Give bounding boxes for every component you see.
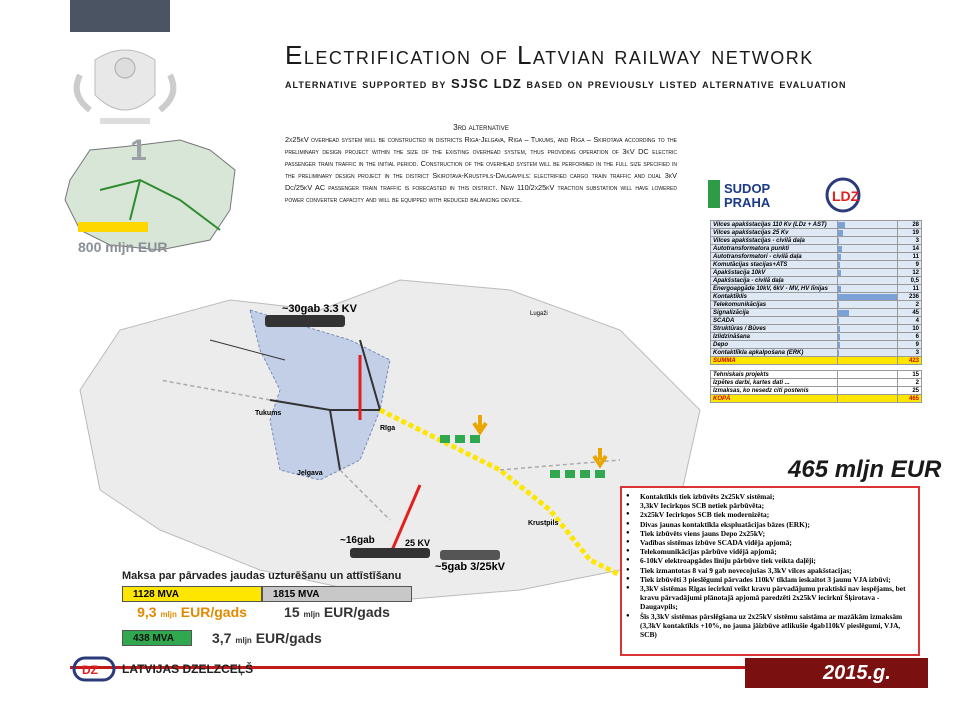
city-lugazi: Lugaži xyxy=(530,311,548,317)
city-jelgava: Jelgava xyxy=(297,470,323,477)
cost-row-value: 3 xyxy=(898,237,922,245)
cost-row-bar xyxy=(838,309,898,317)
footer-company xyxy=(72,662,253,676)
eur-1 xyxy=(122,604,262,620)
cost-row-bar xyxy=(838,221,898,229)
cost-row-label: Energoapgāde 10kV, 6kV - MV, HV līnijas xyxy=(711,285,838,293)
ldz-logo-icon xyxy=(72,656,116,682)
train-icon-1 xyxy=(265,315,345,327)
cost-row xyxy=(711,253,922,261)
minimap-number: 1 xyxy=(130,134,147,167)
cost-row-value: 11 xyxy=(898,285,922,293)
svg-text:PRAHA: PRAHA xyxy=(724,195,771,210)
cost-row-label: Kontaktīklis xyxy=(711,293,838,301)
notes-box xyxy=(620,486,920,656)
cost-summa-row xyxy=(711,357,922,365)
eur-2 xyxy=(262,604,412,620)
cost-row-label: Vilces apakšstacijas 110 Kv (LDz + AST) xyxy=(711,221,838,229)
cost-extra-row-label: Tehniskais projekts xyxy=(711,371,838,379)
cost-row xyxy=(711,221,922,229)
subtitle-post: based on previously listed alternative evaluation xyxy=(521,76,847,91)
note-item: ● Vadības sistēmas izbūve SCADA vidēja apjomā; xyxy=(640,538,912,547)
cost-row-label: Apakšstacija - civilā daļa xyxy=(711,277,838,285)
cost-row xyxy=(711,261,922,269)
train-icon-2 xyxy=(350,548,430,558)
note-item: ● 2x25kV Iecirkņos SCB tiek modernizēta; xyxy=(640,510,912,519)
maintenance-block xyxy=(122,586,432,646)
cost-row-value: 45 xyxy=(898,309,922,317)
cost-row-label: Struktūras / Būves xyxy=(711,325,838,333)
cost-kopa-row-bar xyxy=(838,395,898,403)
cost-extra-row xyxy=(711,387,922,395)
cost-row xyxy=(711,325,922,333)
cost-row xyxy=(711,349,922,357)
note-item: ● Divas jaunas kontaktīkla ekspluatācijas bāzes (ERK); xyxy=(640,520,912,529)
note-item: ● Kontaktīkls tiek izbūvēts 2x25kV sistēmai; xyxy=(640,492,912,501)
cost-summa-row-value: 423 xyxy=(898,357,922,365)
note-item: ● Tiek izbūvēti 3 pieslēgumi pārvades 110kV tīklam ieskaitot 3 jaunu VJA izbūvi; xyxy=(640,575,912,584)
cost-row-value: 4 xyxy=(898,317,922,325)
cost-row-bar xyxy=(838,245,898,253)
note-item: ● Šīs 3,3kV sistēmas pārslēgšana uz 2x25kV sistēmu saistāma ar mazākām izmaksām (3,3kV kontaktīkls +10%, no jauna jāizbūve atlikušie 4gab110kV pieslēgumi, VJA, SCB) xyxy=(640,612,912,640)
cost-row xyxy=(711,293,922,301)
eur-3 xyxy=(192,630,342,646)
alternative-description xyxy=(285,122,677,206)
cost-row xyxy=(711,309,922,317)
train-icon-3 xyxy=(440,550,500,560)
cost-row-bar xyxy=(838,293,898,301)
note-item: ● Tiek izbūvēts viens jauns Depo 2x25kV; xyxy=(640,529,912,538)
cost-row-value: 9 xyxy=(898,341,922,349)
train-label-3: 25 KV xyxy=(405,538,431,548)
cost-row xyxy=(711,317,922,325)
cost-row-bar xyxy=(838,325,898,333)
cost-row-label: Komutācijas stacijas+ATS xyxy=(711,261,838,269)
cost-extra-row-bar xyxy=(838,387,898,395)
mva-1128: 1128 MVA xyxy=(122,586,262,602)
eur-2-num: 15 xyxy=(284,604,300,620)
cost-summa-row-bar xyxy=(838,357,898,365)
eur-3-unit: EUR/gads xyxy=(255,630,322,646)
city-tukums: Tukums xyxy=(255,410,282,417)
cost-kopa-row xyxy=(711,395,922,403)
eur-3-num: 3,7 xyxy=(212,630,232,646)
city-riga: Rīga xyxy=(380,425,396,432)
cost-extra-row-bar xyxy=(838,379,898,387)
minimap-price: 800 mljn EUR xyxy=(78,239,168,255)
cost-extra-row-label: Izpētes darbi, kartes dati ... xyxy=(711,379,838,387)
note-item: ● 6-10kV elektroapgādes līniju pārbūve tiek veikta daļēji; xyxy=(640,556,912,565)
cost-row-label: Vilces apakšstacijas - civilā daļa xyxy=(711,237,838,245)
top-accent-bar xyxy=(70,0,170,32)
cost-row-label: SCADA xyxy=(711,317,838,325)
cost-row-value: 236 xyxy=(898,293,922,301)
footer-company-name: LATVIJAS DZELZCEĻŠ xyxy=(122,662,254,676)
alternative-text: 2x25kV overhead system will be constructed in districts Riga-Jelgava, Riga – Tukums, and Riga – Skirotava according to the preliminary design project within the size of the existing overhead system, thus providing operation of 3kV DC electric passenger train traffic in the initial period. Construction of the overhead system will be performed in the full size specified in the preliminary design project in the district Skirotava-Krustpils-Daugavpils: electrified cargo train traffic and dual 3kV Dc/25kV AC passenger train traffic is forecasted in this district. New 110/2x25kV traction substation will have lowered power converter capacity and will be equipped with reduced balancing device. xyxy=(285,135,677,204)
cost-row-value: 0,5 xyxy=(898,277,922,285)
note-item: ● Telekomunikācijas pārbūve vidējā apjomā; xyxy=(640,547,912,556)
cost-row-bar xyxy=(838,349,898,357)
cost-row-bar xyxy=(838,333,898,341)
cost-row-label: Apakšstacija 10kV xyxy=(711,269,838,277)
total-price: 465 mljn EUR xyxy=(788,456,942,483)
eur-1-num: 9,3 xyxy=(137,604,157,620)
cost-row-value: 12 xyxy=(898,269,922,277)
train-label-1: ~30gab 3.3 KV xyxy=(282,303,357,315)
eur-2-mljn: mljn xyxy=(303,610,320,619)
cost-row-label: Izlidzināšana xyxy=(711,333,838,341)
city-krustpils: Krustpils xyxy=(528,520,559,527)
cost-row xyxy=(711,341,922,349)
cost-row xyxy=(711,333,922,341)
note-item: ● 3,3kV sistēmas Rīgas iecirknī veikt kravu pārvadājumu praktiski nav iespējams, bet kravu pārvadājumi plānotajā apjomā paredzēti 2x25kV iecirknī Šķirotava - Daugavpils; xyxy=(640,584,912,612)
cost-row-bar xyxy=(838,269,898,277)
cost-row-value: 3 xyxy=(898,349,922,357)
cost-row-value: 10 xyxy=(898,325,922,333)
cost-row-label: Depo xyxy=(711,341,838,349)
cost-row-bar xyxy=(838,341,898,349)
svg-text:SUDOP: SUDOP xyxy=(724,181,771,196)
cost-row-value: 14 xyxy=(898,245,922,253)
cost-row xyxy=(711,269,922,277)
cost-row-value: 9 xyxy=(898,261,922,269)
cost-summa-row-label: SUMMA xyxy=(711,357,838,365)
mva-438: 438 MVA xyxy=(122,630,192,646)
eur-1-mljn: mljn xyxy=(160,610,177,619)
cost-table xyxy=(710,220,922,403)
cost-row-label: Signalizācija xyxy=(711,309,838,317)
cost-row xyxy=(711,301,922,309)
eur-2-unit: EUR/gads xyxy=(323,604,390,620)
cost-row-bar xyxy=(838,317,898,325)
cost-row-value: 6 xyxy=(898,333,922,341)
page-subtitle xyxy=(285,74,905,94)
cost-extra-row-bar xyxy=(838,371,898,379)
coat-of-arms-icon xyxy=(60,40,190,130)
cost-row-label: Autotransformatori - civilā daļa xyxy=(711,253,838,261)
cost-row-value: 19 xyxy=(898,229,922,237)
subtitle-brand: SJSC LDZ xyxy=(451,76,522,91)
cost-extra-row-label: Izmaksas, ko nesedz citi postenis xyxy=(711,387,838,395)
cost-row-bar xyxy=(838,277,898,285)
train-label-4: ~5gab 3/25kV xyxy=(435,561,506,573)
cost-extra-row xyxy=(711,371,922,379)
subtitle-pre: alternative supported by xyxy=(285,76,452,91)
cost-kopa-row-value: 465 xyxy=(898,395,922,403)
cost-extra-row xyxy=(711,379,922,387)
cost-extra-row-value: 2 xyxy=(898,379,922,387)
cost-row-bar xyxy=(838,253,898,261)
title-block xyxy=(285,40,905,94)
cost-row-label: Kontaktlīkla apkalpošana (ERK) xyxy=(711,349,838,357)
partner-logos xyxy=(708,175,888,215)
eur-3-mljn: mljn xyxy=(235,636,252,645)
page-title: Electrification of Latvian railway network xyxy=(285,40,814,70)
footer-year: 2015.g. xyxy=(745,658,928,688)
alternative-heading: 3rd alternative xyxy=(453,123,509,132)
svg-text:LDZ: LDZ xyxy=(832,188,860,204)
mva-1815: 1815 MVA xyxy=(262,586,412,602)
note-item: ● 3,3kV Iecirkņos SCB netiek pārbūvēta; xyxy=(640,501,912,510)
train-label-2: ~16gab xyxy=(340,535,375,546)
cost-row-bar xyxy=(838,229,898,237)
cost-row xyxy=(711,245,922,253)
cost-row-value: 2 xyxy=(898,301,922,309)
cost-row xyxy=(711,237,922,245)
cost-row-label: Vilces apakšstacijas 25 Kv xyxy=(711,229,838,237)
cost-row-label: Autotransformatora punkti xyxy=(711,245,838,253)
cost-row xyxy=(711,277,922,285)
svg-text:DZ: DZ xyxy=(82,663,98,677)
cost-extra-row-value: 15 xyxy=(898,371,922,379)
cost-row-value: 11 xyxy=(898,253,922,261)
mini-latvia-map xyxy=(60,130,240,260)
cost-row xyxy=(711,285,922,293)
cost-row-bar xyxy=(838,285,898,293)
cost-row xyxy=(711,229,922,237)
cost-kopa-row-label: KOPĀ xyxy=(711,395,838,403)
cost-extra-row-value: 25 xyxy=(898,387,922,395)
cost-row-bar xyxy=(838,261,898,269)
maintenance-title: Maksa par pārvades jaudas uzturēšanu un attīstīšanu xyxy=(122,570,402,582)
cost-row-label: Telekomunikācijas xyxy=(711,301,838,309)
note-item: ● Tiek izmantotas 8 vai 9 gab novecojušas 3,3kV vilces apakšstacijas; xyxy=(640,566,912,575)
cost-row-bar xyxy=(838,237,898,245)
cost-row-value: 28 xyxy=(898,221,922,229)
cost-row-bar xyxy=(838,301,898,309)
eur-1-unit: EUR/gads xyxy=(180,604,247,620)
